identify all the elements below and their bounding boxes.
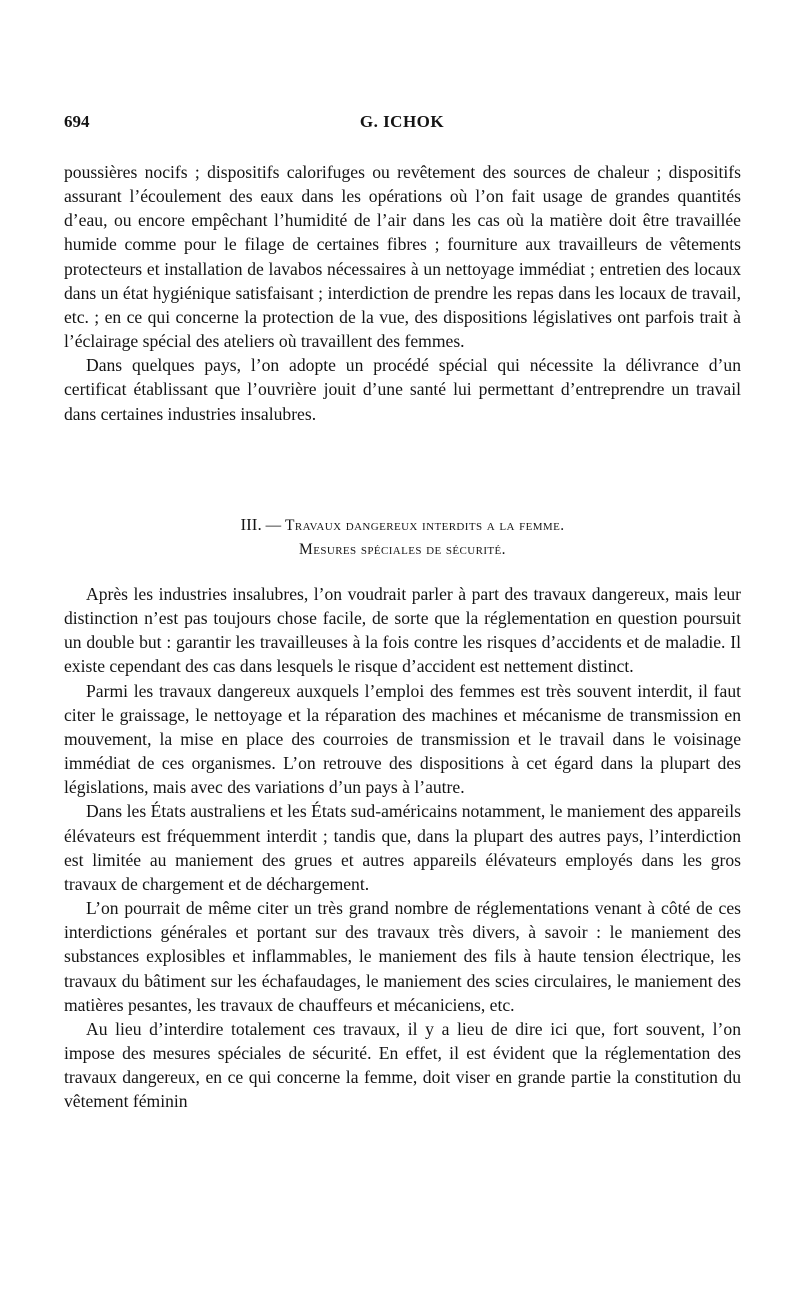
paragraph: Dans les États australiens et les États sud-américains notamment, le maniement des appareils élévateurs est fréquemment interdit ; tandis que, dans la plupart des autres pays, l’interdiction est limitée au maniement des grues et autres appareils élévateurs employés dans les gros travaux de chargement et de déchargement.	[64, 801, 741, 894]
paragraph: Au lieu d’interdire totalement ces travaux, il y a lieu de dire ici que, fort souvent, l’on impose des mesures spéciales de sécurité. En effet, il est évident que la réglementation des travaux dangereux, en ce qui concerne la femme, doit viser en grande partie la constitution du vêtement féminin	[64, 1018, 741, 1112]
paragraph: Dans quelques pays, l’on adopte un procédé spécial qui nécessite la délivrance d’un certificat établissant que l’ouvrière jouit d’une santé lui permettant d’entreprendre un travail dans certaines industries insalubres.	[64, 355, 741, 424]
paragraph: poussières nocifs ; dispositifs calorifuges ou revêtement des sources de chaleur ; dispositifs assurant l’écoulement des eaux dans les opérations où l’on fait usage de grandes quantités d’eau, ou encore empêchant l’humidité de l’air dans les cas où la matière doit être travaillée humide comme pour le filage de certaines fibres ; fourniture aux travailleurs de vêtements protecteurs et installation de lavabos nécessaires à un nettoyage immédiat ; entretien des locaux dans un état hygiénique satisfaisant ; interdiction de prendre les repas dans les locaux de travail, etc. ; en ce qui concerne la protection de la vue, des dispositions législatives ont parfois trait à l’éclairage spécial des ateliers où travaillent des femmes.	[64, 162, 741, 352]
paragraph: L’on pourrait de même citer un très grand nombre de réglementations venant à côté de ces interdictions générales et portant sur des travaux très divers, à savoir : le maniement des substances explosibles et inflammables, le maniement des fils à haute tension électrique, les travaux du bâtiment sur les échafaudages, le maniement des scies circulaires, le maniement des matières pesantes, les travaux de chauffeurs et mécaniciens, etc.	[64, 898, 741, 1015]
page-number: 694	[64, 112, 90, 131]
running-head: G. ICHOK	[359, 112, 445, 131]
body-text-bottom	[64, 582, 741, 1113]
section-number: III.	[240, 515, 262, 534]
body-text-top	[64, 160, 741, 426]
section-title-line2: Mesures spéciales de sécurité.	[299, 541, 506, 558]
page-header	[64, 112, 740, 136]
section-title-line1: Travaux dangereux interdits a la femme.	[284, 517, 565, 534]
paragraph: Après les industries insalubres, l’on voudrait parler à part des travaux dangereux, mais leur distinction n’est pas toujours chose facile, de sorte que la réglementation en question poursuit un double but : garantir les travailleuses à la fois contre les risques d’accidents et de maladie. Il existe cependant des cas dans lesquels le risque d’accident est nettement distinct.	[64, 584, 741, 677]
section-dash: —	[265, 517, 282, 534]
paragraph: Parmi les travaux dangereux auxquels l’emploi des femmes est très souvent interdit, il faut citer le graissage, le nettoyage et la réparation des machines et mécanisme de transmission en mouvement, la mise en place des courroies de transmission et le travail dans le voisinage immédiat de ces organismes. L’on retrouve des dispositions à cet égard dans la plupart des législations, mais avec des variations d’un pays à l’autre.	[64, 680, 741, 798]
section-heading	[64, 513, 741, 562]
